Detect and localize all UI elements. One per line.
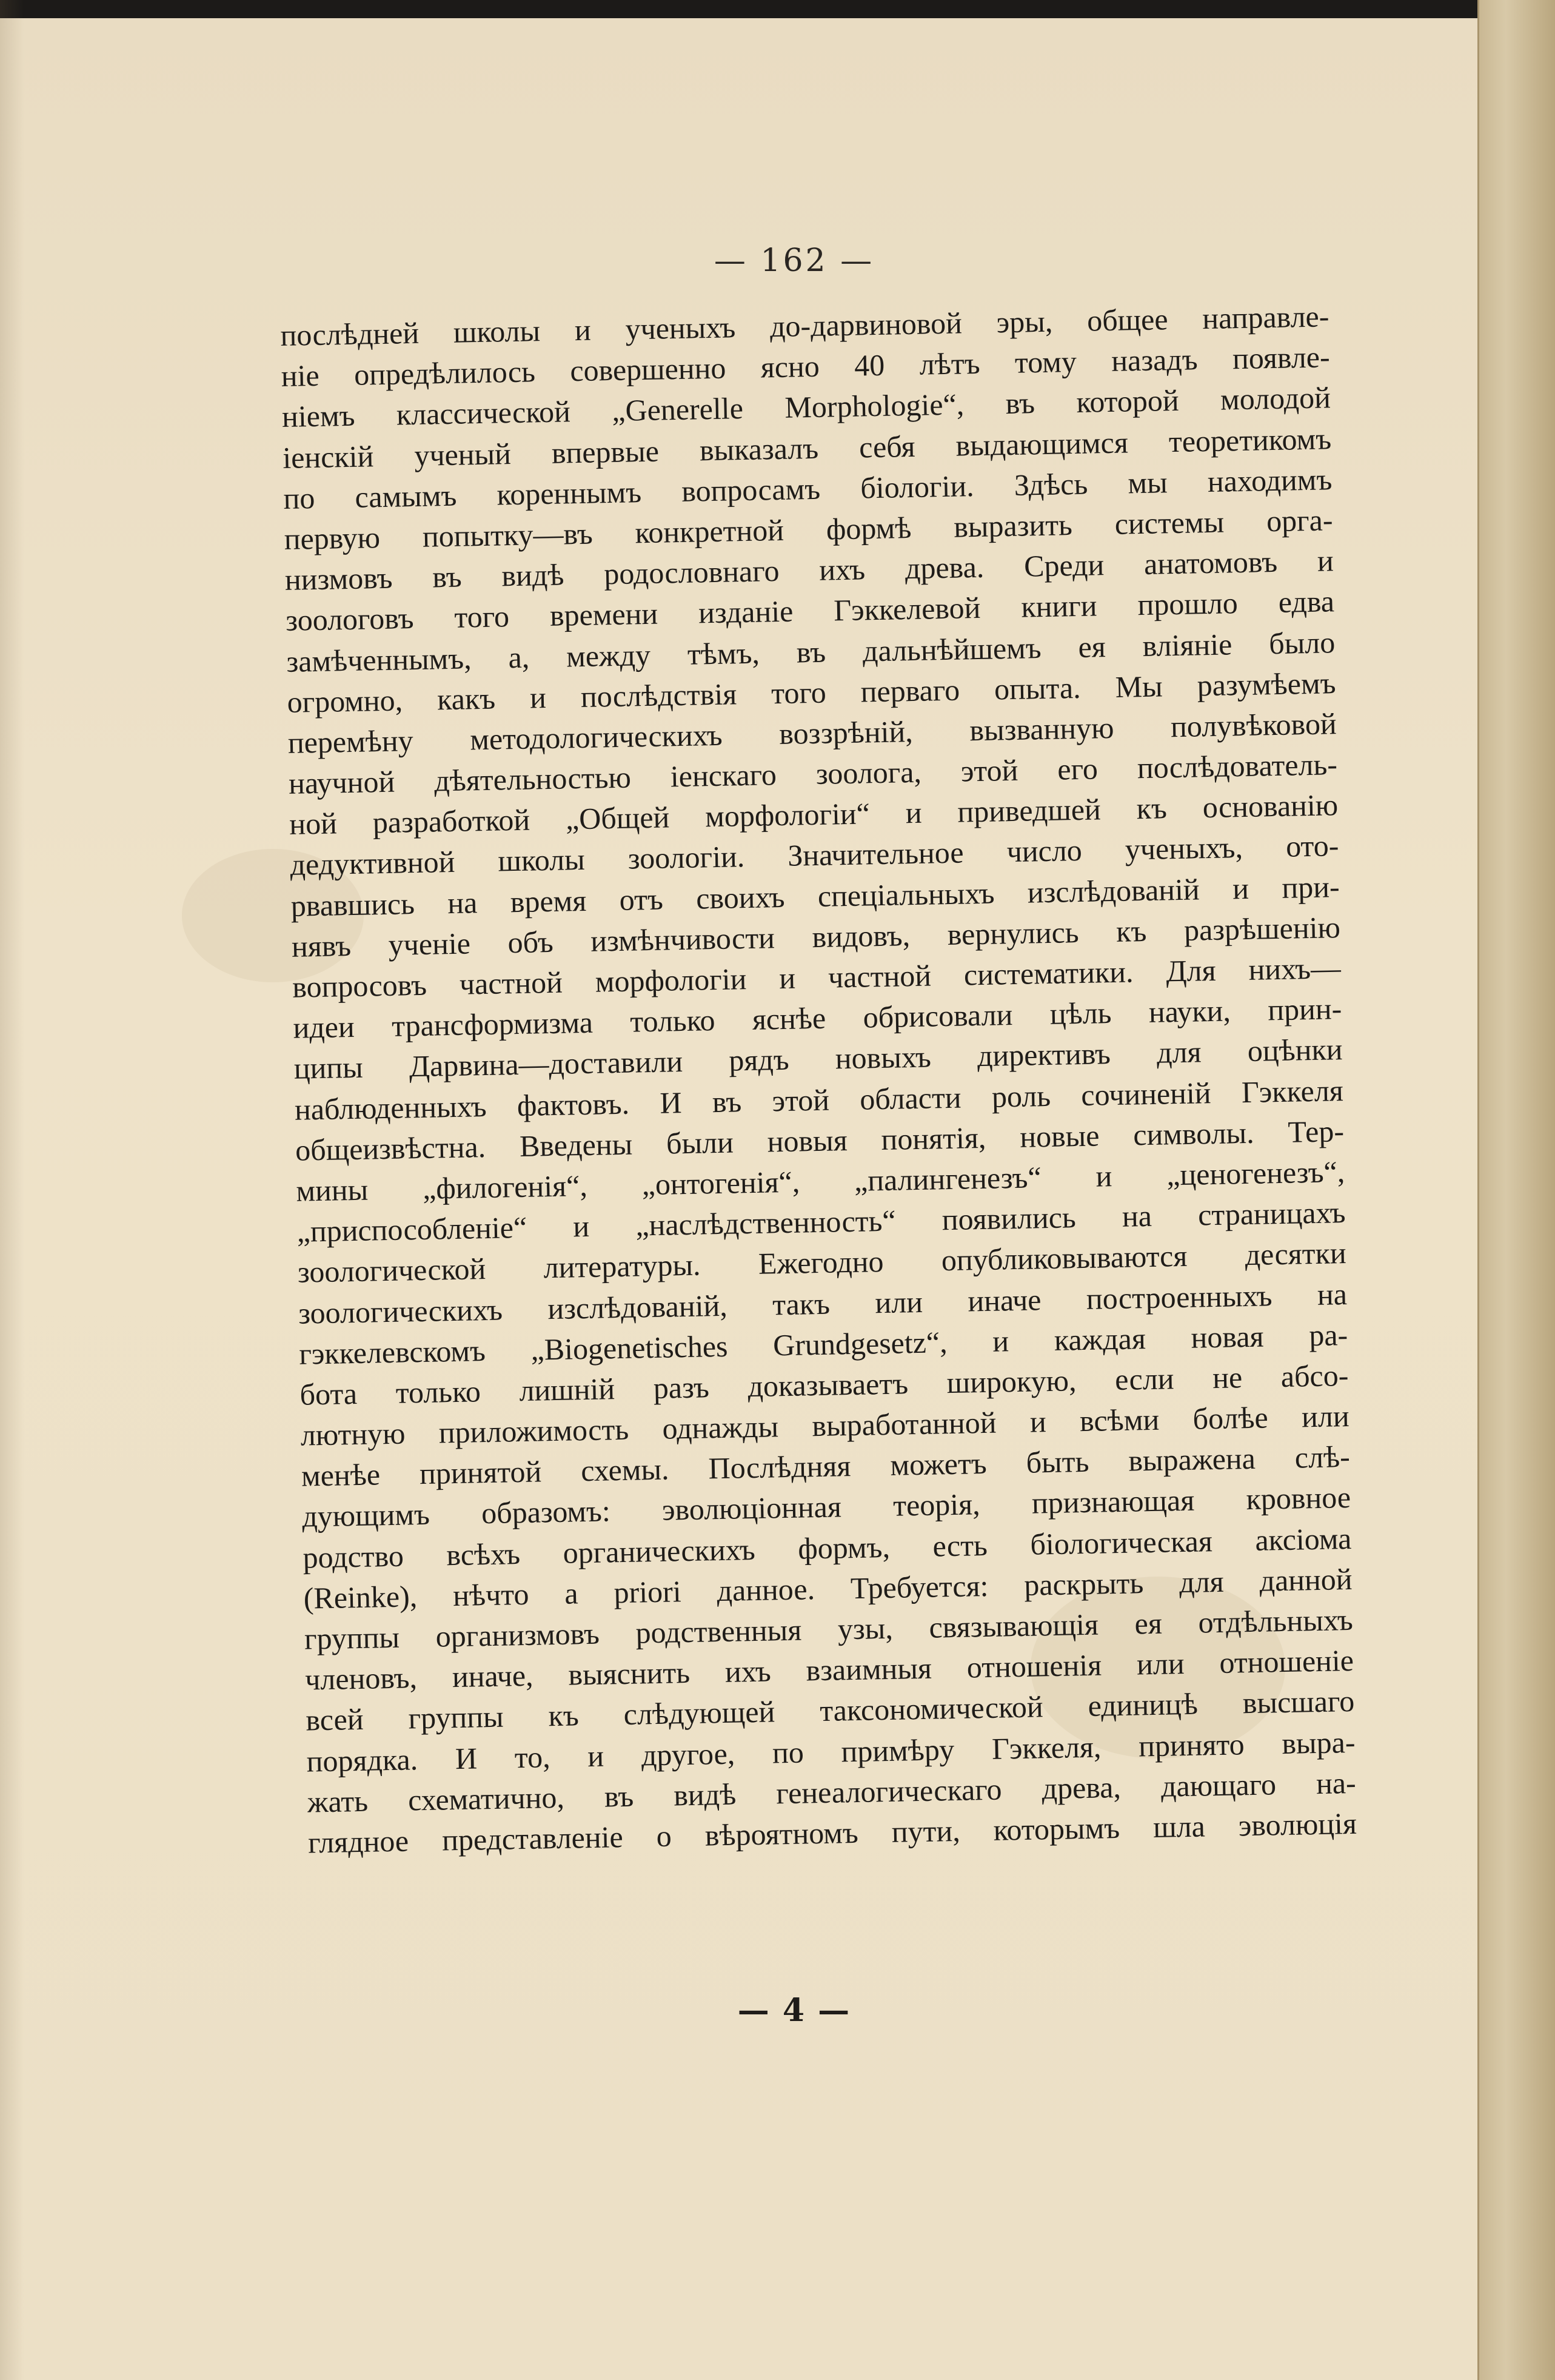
text-line: по самымъ кореннымъ вопросамъ біологіи. Здѣсь мы находимъ <box>283 462 1333 515</box>
page-edge-shadow <box>0 0 24 2380</box>
text-line: ніемъ классической „Generelle Morphologie“, въ которой молодой <box>281 380 1331 434</box>
text-line: огромно, какъ и послѣдствія того перваго опыта. Мы разумѣемъ <box>287 665 1336 719</box>
text-line: вопросовъ частной морфологіи и частной систематики. Для нихъ— <box>292 951 1342 1004</box>
text-line: „приспособленіе“ и „наслѣдственность“ появились на страницахъ <box>296 1195 1346 1249</box>
text-line: общеизвѣстна. Введены были новыя понятія, новые символы. Тер- <box>295 1113 1345 1167</box>
text-line: жать схематично, въ видѣ генеалогическаго древа, дающаго на- <box>307 1765 1357 1819</box>
text-line: зоологической литературы. Ежегодно опубликовываются десятки <box>297 1236 1347 1290</box>
text-line: перемѣну методологическихъ воззрѣній, вызванную полувѣковой <box>287 706 1337 760</box>
text-line: менѣе принятой схемы. Послѣдняя можетъ быть выражена слѣ- <box>301 1440 1351 1493</box>
text-line: зоологовъ того времени изданіе Гэккелевой книги прошло едва <box>285 584 1335 638</box>
text-line: родство всѣхъ органическихъ формъ, есть біологическая аксіома <box>303 1521 1352 1575</box>
text-line: зоологическихъ изслѣдованій, такъ или иначе построенныхъ на <box>298 1276 1348 1330</box>
text-line: глядное представленіе о вѣроятномъ пути, которымъ шла эволюція <box>307 1806 1357 1860</box>
signature-mark: — 4 — <box>737 1992 851 2029</box>
text-line: низмовъ въ видѣ родословнаго ихъ древа. Среди анатомовъ и <box>284 543 1334 597</box>
text-line: порядка. И то, и другое, по примѣру Гэккеля, принято выра- <box>306 1725 1356 1778</box>
text-line: (Reinke), нѣчто a priori данное. Требуется: раскрыть для данной <box>303 1561 1353 1615</box>
text-line: дующимъ образомъ: эволюціонная теорія, признающая кровное <box>301 1480 1351 1534</box>
text-line: іенскій ученый впервые выказалъ себя выдающимся теоретикомъ <box>282 421 1332 475</box>
body-text <box>280 296 1357 1863</box>
text-line: лютную приложимость однажды выработанной и всѣми болѣе или <box>300 1399 1350 1452</box>
text-line: гэккелевскомъ „Biogenetisches Grundgesetz“, и каждая новая ра- <box>298 1317 1348 1371</box>
text-line: нявъ ученіе объ измѣнчивости видовъ, вернулись къ разрѣшенію <box>291 910 1341 964</box>
text-line: замѣченнымъ, а, между тѣмъ, въ дальнѣйшемъ ея вліяніе было <box>286 625 1336 679</box>
text-line: мины „филогенія“, „онтогенія“, „палингенезъ“ и „ценогенезъ“, <box>295 1154 1345 1208</box>
text-line: ной разработкой „Общей морфологіи“ и приведшей къ основанію <box>289 788 1339 842</box>
text-line: всей группы къ слѣдующей таксономической единицѣ высшаго <box>305 1684 1355 1737</box>
page-number-header: — 162 — <box>714 243 875 279</box>
text-line: наблюденныхъ фактовъ. И въ этой области роль сочиненій Гэккеля <box>294 1073 1344 1127</box>
text-line: членовъ, иначе, выяснить ихъ взаимныя отношенія или отношеніе <box>304 1643 1354 1697</box>
text-line: ніе опредѣлилось совершенно ясно 40 лѣтъ тому назадъ появле- <box>281 340 1331 394</box>
text-line: идеи трансформизма только яснѣе обрисовали цѣль науки, прин- <box>293 991 1342 1045</box>
text-line: ципы Дарвина—доставили рядъ новыхъ директивъ для оцѣнки <box>293 1032 1343 1086</box>
text-line: бота только лишній разъ доказываетъ широкую, если не абсо- <box>299 1358 1349 1412</box>
book-spine-edge <box>1477 0 1555 2380</box>
text-line: послѣдней школы и ученыхъ до-дарвиновой эры, общее направле- <box>280 299 1329 352</box>
text-line: рвавшись на время отъ своихъ спеціальныхъ изслѣдованій и при- <box>290 869 1340 923</box>
scan-top-border <box>0 0 1479 18</box>
text-line: первую попытку—въ конкретной формѣ выразить системы орга- <box>284 503 1333 556</box>
text-line: дедуктивной школы зоологіи. Значительное число ученыхъ, ото- <box>290 828 1339 882</box>
text-line: группы организмовъ родственныя узы, связывающія ея отдѣльныхъ <box>304 1602 1354 1656</box>
text-line: научной дѣятельностью іенскаго зоолога, этой его послѣдователь- <box>288 747 1338 800</box>
